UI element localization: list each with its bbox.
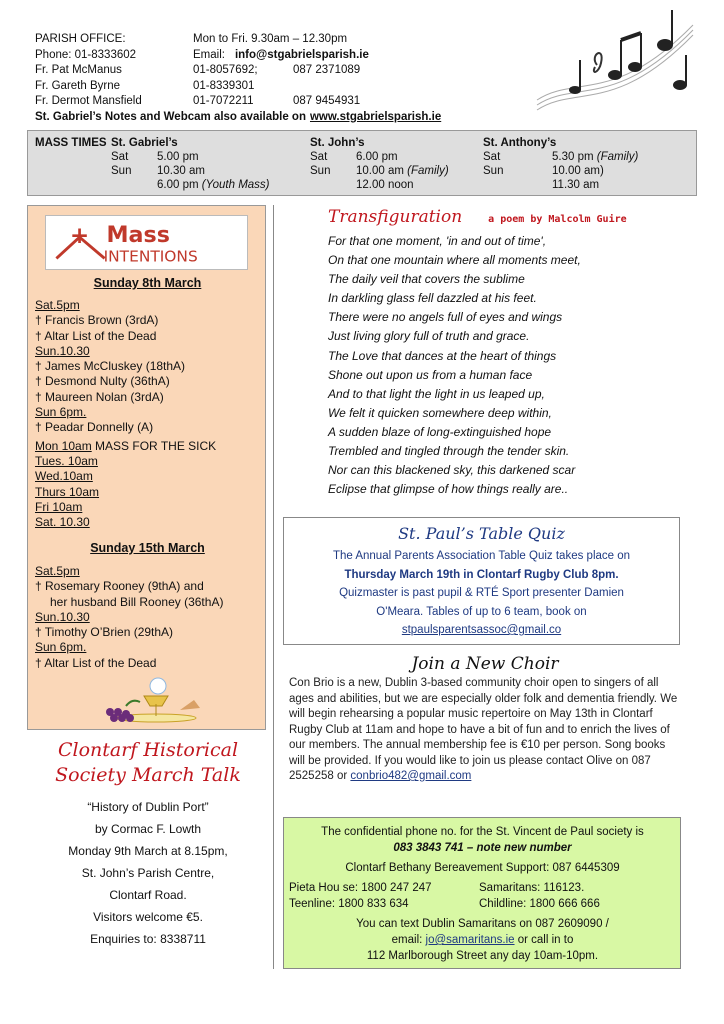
intention: † Altar List of the Dead xyxy=(35,328,157,343)
website-link[interactable]: www.stgabrielsparish.ie xyxy=(309,110,442,123)
text-line: You can text Dublin Samaritans on 087 2609090 / xyxy=(356,918,609,930)
priest-name: Fr. Gareth Byrne xyxy=(35,79,121,92)
quiz-line: O'Meara. Tables of up to 6 team, book on xyxy=(376,605,587,618)
note: (Family) xyxy=(596,151,639,163)
day: Sat xyxy=(111,151,129,163)
talk-title-line1: Clontarf Historical xyxy=(57,739,239,761)
church-name: St. John’s xyxy=(310,137,365,149)
time-label: Sun 6pm. xyxy=(35,405,87,420)
mass-intentions-logo xyxy=(45,215,248,270)
weekday-label: Sat. 10.30 xyxy=(35,515,90,530)
intention: † James McCluskey (18thA) xyxy=(35,359,186,374)
day: Sun xyxy=(111,165,132,177)
talk-line: “History of Dublin Port” xyxy=(87,800,209,814)
poem-lines xyxy=(328,232,688,499)
mass-intentions-panel xyxy=(27,205,266,730)
talk-line: St. John’s Parish Centre, xyxy=(81,866,215,880)
poem-line: Just living glory full of truth and grace. xyxy=(328,329,530,344)
choir-email-link[interactable]: conbrio482@gmail.com xyxy=(350,770,472,782)
poem-line: And to that light the light in us leaped up, xyxy=(328,386,545,401)
intention: † Francis Brown (3rdA) xyxy=(35,313,159,328)
talk-line: Enquiries to: 8338711 xyxy=(90,932,206,946)
priest-name: Fr. Dermot Mansfield xyxy=(35,95,142,107)
choir-title: Join a New Choir xyxy=(411,654,559,674)
poem-section xyxy=(328,207,688,499)
phone-label: Phone: 01-8333602 xyxy=(35,48,137,61)
time-label: Sun.10.30 xyxy=(35,343,90,358)
church-name: St. Anthony’s xyxy=(483,137,557,149)
logo-cross: + xyxy=(69,222,90,249)
priest-phone: 01-8339301 xyxy=(193,79,255,92)
day xyxy=(483,178,552,192)
talk-line: Visitors welcome €5. xyxy=(93,910,203,924)
priest-phone: 01-8057692; xyxy=(193,64,258,76)
time: 10.30 am xyxy=(157,165,205,177)
church-st-anthonys xyxy=(483,136,638,192)
talk-line: by Cormac F. Lowth xyxy=(94,822,202,836)
poem-line: A sudden blaze of long-extinguished hope xyxy=(328,424,552,439)
quiz-line: The Annual Parents Association Table Quiz takes place on xyxy=(332,550,631,562)
talk-line: Clontarf Road. xyxy=(109,888,187,902)
chalice-grapes-icon xyxy=(96,676,206,724)
intention: † Maureen Nolan (3rdA) xyxy=(35,389,164,404)
support-contacts-box xyxy=(283,817,681,969)
sunday-heading: Sunday 8th March xyxy=(93,276,202,290)
church-st-johns xyxy=(310,136,449,192)
office-hours: Mon to Fri. 9.30am – 12.30pm xyxy=(193,33,348,45)
quiz-date: Thursday March 19th in Clontarf Rugby Club 8pm. xyxy=(344,568,619,581)
time: 5.00 pm xyxy=(157,151,199,163)
weekday-label: Fri 10am xyxy=(35,499,83,514)
quiz-email-link[interactable]: stpaulsparentsassoc@gmail.co xyxy=(401,624,562,636)
logo-word-intentions: INTENTIONS xyxy=(103,247,198,266)
intention: † Desmond Nulty (36thA) xyxy=(35,374,170,389)
time-label: Sun 6pm. xyxy=(35,640,87,655)
poem-line: Shone out upon us from a human face xyxy=(328,367,533,382)
mass-times-panel xyxy=(27,130,697,196)
office-label: PARISH OFFICE: xyxy=(35,33,126,45)
time: 10.00 am) xyxy=(552,165,604,177)
time-label: Sat.5pm xyxy=(35,298,80,312)
talk-title-line2: Society March Talk xyxy=(55,764,241,786)
church-st-gabriels xyxy=(111,136,270,192)
table-quiz-box xyxy=(283,517,680,645)
time: 6.00 pm xyxy=(356,151,398,163)
priest-mobile: 087 9454931 xyxy=(293,95,361,107)
sunday-8-intentions xyxy=(35,298,263,530)
historical-society-talk xyxy=(30,738,266,950)
svp-line: The confidential phone no. for the St. Vincent de Paul society is xyxy=(321,826,644,838)
email-label: Email: xyxy=(193,48,225,61)
time-label: Sat.5pm xyxy=(35,564,80,578)
samaritans-line: Samaritans: 116123. xyxy=(479,882,585,894)
church-name: St. Gabriel’s xyxy=(111,137,178,149)
time: 5.30 pm xyxy=(552,151,594,163)
weekday-label: Thurs 10am xyxy=(35,484,100,499)
day: Sun xyxy=(310,165,331,177)
note: (Youth Mass) xyxy=(201,179,270,191)
day: Sat xyxy=(310,151,328,163)
time-label: Sun.10.30 xyxy=(35,609,90,624)
poem-title: Transfiguration xyxy=(328,207,463,227)
column-divider xyxy=(273,205,274,969)
weekday-label: Wed.10am xyxy=(35,469,93,484)
note: (Family) xyxy=(407,165,449,177)
poem-line: Eclipse that glimpse of how things really are.. xyxy=(328,482,569,497)
poem-line: The Love that dances at the heart of things xyxy=(328,348,557,363)
intention: † Peadar Donnelly (A) xyxy=(35,420,154,435)
music-notes-icon xyxy=(535,5,695,115)
poem-line: On that one mountain where all moments meet, xyxy=(328,253,581,268)
address-line: 112 Marlborough Street any day 10am-10pm. xyxy=(366,950,599,962)
teenline-line: Teenline: 1800 833 634 xyxy=(289,898,409,910)
intention: † Altar List of the Dead xyxy=(35,655,157,670)
pieta-line: Pieta Hou se: 1800 247 247 xyxy=(289,882,432,894)
time: 6.00 pm xyxy=(157,179,199,191)
poem-line: There were no angels full of eyes and wings xyxy=(328,310,563,325)
day: Sun xyxy=(483,165,504,177)
bethany-line: Clontarf Bethany Bereavement Support: 087 6445309 xyxy=(345,862,620,874)
time-label: Mon 10am xyxy=(35,438,92,453)
mass-times-label: MASS TIMES xyxy=(35,137,107,149)
time: 12.00 noon xyxy=(356,179,414,191)
poem-line: Trembled and tingled through the tender skin. xyxy=(328,444,570,459)
priest-mobile: 087 2371089 xyxy=(293,64,361,76)
email-prefix: email: xyxy=(391,934,426,946)
poem-line: In darkling glass fell dazzled at his feet. xyxy=(328,291,537,306)
samaritans-email-link[interactable]: jo@samaritans.ie xyxy=(425,934,515,946)
poem-line: Nor can this blackened sky, this darkened scar xyxy=(328,463,576,478)
quiz-line: Quizmaster is past pupil & RTÉ Sport presenter Damien xyxy=(339,587,624,599)
poem-byline: a poem by Malcolm Guire xyxy=(488,214,627,225)
talk-line: Monday 9th March at 8.15pm, xyxy=(68,844,228,858)
day: Sat xyxy=(483,151,501,163)
intention: † Timothy O’Brien (29thA) xyxy=(35,625,174,640)
sunday-15-intentions xyxy=(35,564,263,671)
priest-phone: 01-7072211 xyxy=(193,95,254,107)
email-address[interactable]: info@stgabrielsparish.ie xyxy=(234,48,369,61)
time: 11.30 am xyxy=(552,179,600,191)
intention: her husband Bill Rooney (36thA) xyxy=(50,594,224,609)
email-suffix: or call in to xyxy=(514,934,574,946)
intention: MASS FOR THE SICK xyxy=(91,438,217,453)
time: 10.00 am xyxy=(356,165,404,177)
poem-line: The daily veil that covers the sublime xyxy=(328,272,525,287)
quiz-title: St. Paul’s Table Quiz xyxy=(398,524,565,543)
intention: † Rosemary Rooney (9thA) and xyxy=(35,579,204,594)
day xyxy=(310,178,356,192)
day xyxy=(111,178,157,192)
svp-number: 083 3843 741 – note new number xyxy=(393,842,572,854)
childline-line: Childline: 1800 666 666 xyxy=(479,898,600,910)
parish-header xyxy=(35,32,555,125)
poem-line: We felt it quicken somewhere deep within, xyxy=(328,405,552,420)
weekday-label: Tues. 10am xyxy=(35,453,98,468)
sunday-heading: Sunday 15th March xyxy=(90,541,205,555)
priest-name: Fr. Pat McManus xyxy=(35,64,122,76)
logo-word-mass: Mass xyxy=(106,222,170,249)
choir-section xyxy=(289,654,681,785)
poem-line: For that one moment, 'in and out of time', xyxy=(328,234,547,248)
notes-text: St. Gabriel’s Notes and Webcam also available on xyxy=(35,110,306,123)
choir-body: Con Brio is a new, Dublin 3-based community choir open to singers of all ages and abilities, but we are especially older folk and dementia friendly. We will begin rehearsing a popular music repertoire on May 13th in Clontarf Rugby Club at 11am and hope to have a bit of fun and to enrich the lives of our members. The annual membership fee is €10 per person. Song books will be provided. If you would like to join us please contact Olive on 087 2525258 or xyxy=(289,677,678,782)
